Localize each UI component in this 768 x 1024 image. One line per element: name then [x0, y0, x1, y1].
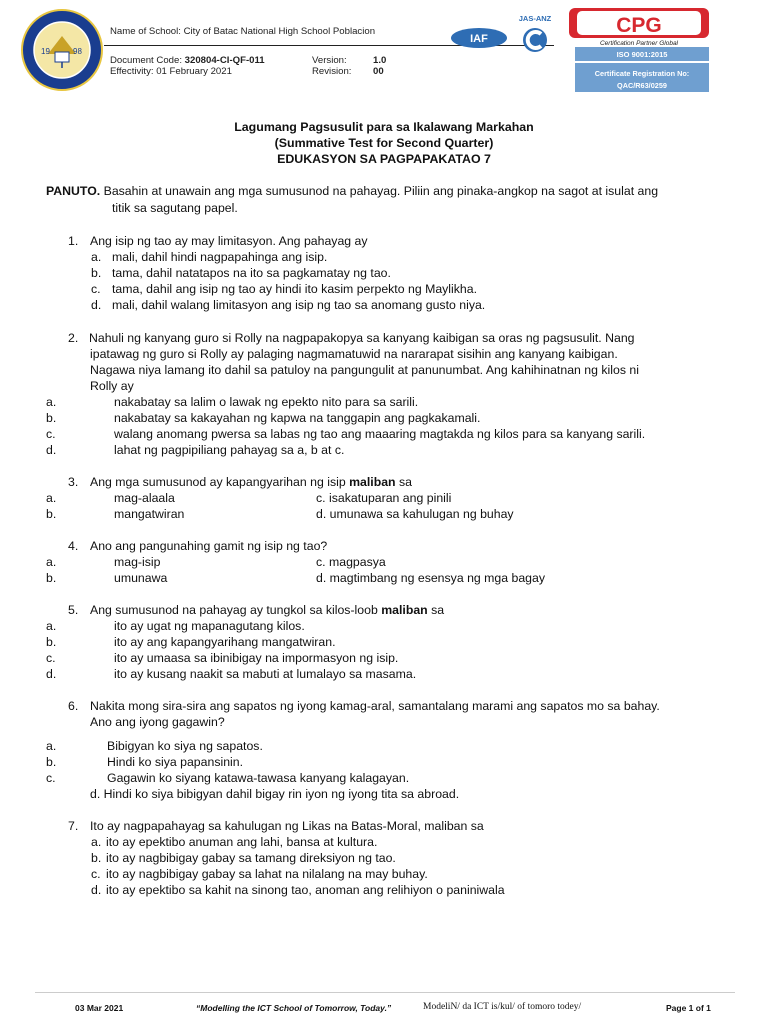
q4-option-a-letter: a.	[46, 555, 57, 569]
q2-stem-line-4: Rolly ay	[90, 379, 134, 393]
seal-year-left: 19	[41, 47, 50, 56]
q1-option-a-letter: a.	[91, 250, 102, 264]
q7-stem: Ito ay nagpapahayag sa kahulugan ng Likas na Batas-Moral, maliban sa	[90, 819, 484, 833]
title-line-1: Lagumang Pagsusulit para sa Ikalawang Markahan	[234, 120, 534, 134]
q5-option-a-letter: a.	[46, 619, 57, 633]
iaf-logo	[449, 27, 509, 49]
q4-option-d: d. magtimbang ng esensya ng mga bagay	[316, 571, 546, 585]
q2-stem-line-3: Nagawa niya lamang ito dahil sa patuloy na pangungulit at panunumbat. Ang kahihinatnan ng kilos ni	[90, 363, 639, 377]
q6-option-c-letter: c.	[46, 771, 56, 785]
footer-date: 03 Mar 2021	[75, 1003, 124, 1013]
effectivity: Effectivity: 01 February 2021	[110, 66, 232, 77]
q1-option-d: mali, dahil walang limitasyon ang isip ng tao sa anomang gusto niya.	[112, 298, 486, 312]
q1-option-b: tama, dahil natatapos na ito sa pagkamatay ng tao.	[112, 266, 391, 280]
version-value: 1.0	[373, 55, 387, 66]
q3-option-b-letter: b.	[46, 507, 57, 521]
q6-option-a-letter: a.	[46, 739, 57, 753]
q7-option-d: ito ay epektibo sa kahit na sinong tao, anoman ang relihiyon o paniniwala	[106, 883, 505, 897]
q4-stem: Ano ang pangunahing gamit ng isip ng tao?	[90, 539, 328, 553]
school-seal-logo	[20, 8, 104, 92]
q2-option-c-letter: c.	[46, 427, 56, 441]
document-code: Document Code: 320804-CI-QF-011	[110, 55, 265, 66]
q2-stem-line-2: ipatawag ng guro si Rolly ay palaging nagmamatuwid na nararapat sisihin ang kanyang kaibigan.	[90, 347, 618, 361]
q2-option-b: nakabatay sa kakayahan ng kapwa na tanggapin ang pagkakamali.	[114, 411, 481, 425]
cpg-subtitle: Certification Partner Global	[599, 40, 679, 47]
q7-option-d-letter: d.	[91, 883, 102, 897]
q2-option-b-letter: b.	[46, 411, 57, 425]
q5-option-b-letter: b.	[46, 635, 57, 649]
q1-option-c: tama, dahil ang isip ng tao ay hindi ito kasim perpekto ng Maylikha.	[112, 282, 478, 296]
revision-value: 00	[373, 66, 384, 77]
cpg-text: CPG	[616, 14, 662, 37]
iaf-text: IAF	[470, 33, 488, 45]
q4-option-c: c. magpasya	[316, 555, 386, 569]
footer-motto: “Modelling the ICT School of Tomorrow, Today.”	[196, 1003, 392, 1013]
q1-stem: Ang isip ng tao ay may limitasyon. Ang pahayag ay	[90, 234, 368, 248]
q5-option-c: ito ay umaasa sa ibinibigay na impormasyon ng isip.	[114, 651, 399, 665]
q7-option-c-letter: c.	[91, 867, 101, 881]
q6-option-b-letter: b.	[46, 755, 57, 769]
jas-anz-logo	[511, 12, 559, 54]
q6-option-c: Gagawin ko siyang katawa-tawasa kanyang kalagayan.	[107, 771, 410, 785]
q6-stem-line-1: Nakita mong sira-sira ang sapatos ng iyong kamag-aral, samantalang marami ang sapatos mo sa bahay.	[90, 699, 660, 713]
revision-label: Revision:	[312, 66, 352, 77]
q3-option-d: d. umunawa sa kahulugan ng buhay	[316, 507, 514, 521]
q7-option-b: ito ay nagbibigay gabay sa tamang direksiyon ng tao.	[106, 851, 396, 865]
title-line-2: (Summative Test for Second Quarter)	[274, 136, 494, 150]
instructions-line-2: titik sa sagutang papel.	[112, 201, 238, 215]
q6-option-a: Bibigyan ko siya ng sapatos.	[107, 739, 263, 753]
q7-number: 7.	[68, 819, 79, 833]
q2-option-d-letter: d.	[46, 443, 57, 457]
q7-option-c: ito ay nagbibigay gabay sa lahat na nilalang na may buhay.	[106, 867, 428, 881]
footer-motto-alt: ModeliN/ da ICT is/kul/ of tomoro todey/	[423, 1002, 582, 1012]
q3-option-a-letter: a.	[46, 491, 57, 505]
q2-stem-line-1: Nahuli ng kanyang guro si Rolly na nagpapakopya sa kanyang kaibigan sa oras ng pagsusulit. Nang	[89, 331, 635, 345]
q1-option-c-letter: c.	[91, 282, 101, 296]
q6-option-d: d. Hindi ko siya bibigyan dahil bigay rin iyon ng iyong tita sa abroad.	[90, 787, 460, 801]
q1-number: 1.	[68, 234, 79, 248]
q5-option-c-letter: c.	[46, 651, 56, 665]
q3-option-b: mangatwiran	[114, 507, 185, 521]
q1-option-d-letter: d.	[91, 298, 102, 312]
iso-text: ISO 9001:2015	[616, 50, 668, 59]
footer-page-number: Page 1 of 1	[666, 1003, 711, 1013]
q5-option-a: ito ay ugat ng mapanagutang kilos.	[114, 619, 305, 633]
q7-option-b-letter: b.	[91, 851, 102, 865]
q4-option-b: umunawa	[114, 571, 168, 585]
q6-number: 6.	[68, 699, 79, 713]
q2-number: 2.	[68, 331, 79, 345]
q1-option-a: mali, dahil hindi nagpapahinga ang isip.	[112, 250, 328, 264]
version-label: Version:	[312, 55, 347, 66]
school-name: Name of School: City of Batac National High School Poblacion	[110, 26, 376, 37]
q3-option-a: mag-alaala	[114, 491, 175, 505]
footer-divider	[35, 992, 735, 993]
q4-number: 4.	[68, 539, 79, 553]
q1-option-b-letter: b.	[91, 266, 102, 280]
q5-number: 5.	[68, 603, 79, 617]
cert-reg-value: QAC/R63/0259	[617, 81, 667, 90]
q2-option-d: lahat ng pagpipiliang pahayag sa a, b at c.	[114, 443, 345, 457]
q2-option-a: nakabatay sa lalim o lawak ng epekto nito para sa sarili.	[114, 395, 419, 409]
q6-option-b: Hindi ko siya papansinin.	[107, 755, 244, 769]
q7-option-a-letter: a.	[91, 835, 102, 849]
instructions: PANUTO. Basahin at unawain ang mga sumusunod na pahayag. Piliin ang pinaka-angkop na sagot at isulat ang	[46, 184, 659, 198]
cpg-certification-badge	[567, 8, 711, 92]
q5-stem: Ang sumusunod na pahayag ay tungkol sa kilos-loob maliban sa	[90, 603, 445, 617]
cert-reg-label: Certificate Registration No:	[594, 69, 690, 78]
seal-year-right: 98	[73, 47, 82, 56]
q2-option-a-letter: a.	[46, 395, 57, 409]
q7-option-a: ito ay epektibo anuman ang lahi, bansa at kultura.	[106, 835, 378, 849]
q3-stem: Ang mga sumusunod ay kapangyarihan ng isip maliban sa	[90, 475, 412, 489]
q6-stem-line-2: Ano ang iyong gagawin?	[90, 715, 225, 729]
q4-option-a: mag-isip	[114, 555, 161, 569]
q5-option-d: ito ay kusang naakit sa mabuti at lumalayo sa masama.	[114, 667, 417, 681]
q3-number: 3.	[68, 475, 79, 489]
q5-option-d-letter: d.	[46, 667, 57, 681]
q5-option-b: ito ay ang kapangyarihang mangatwiran.	[114, 635, 336, 649]
q2-option-c: walang anomang pwersa sa labas ng tao ang maaaring magtakda ng kilos para sa kanyang sarili.	[114, 427, 646, 441]
jas-anz-text: JAS-ANZ	[518, 14, 552, 23]
q3-option-c: c. isakatuparan ang pinili	[316, 491, 452, 505]
title-line-3: EDUKASYON SA PAGPAPAKATAO 7	[277, 152, 491, 166]
q4-option-b-letter: b.	[46, 571, 57, 585]
